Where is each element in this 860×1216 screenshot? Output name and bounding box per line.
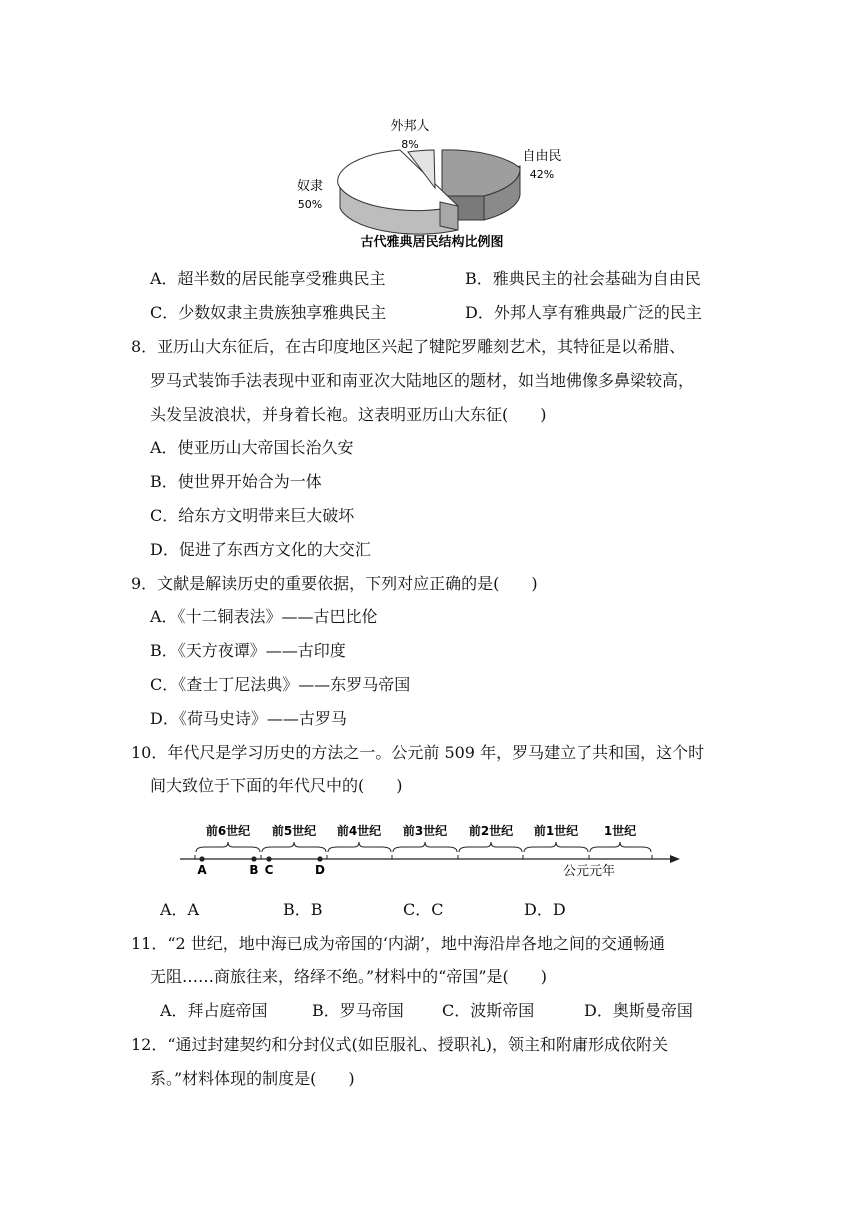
q12-stem-line-2: 系。”材料体现的制度是( ) — [150, 1069, 355, 1088]
q11-option-a: A．拜占庭帝国 — [160, 1001, 268, 1020]
q11-stem-line-1: 11．“2 世纪，地中海已成为帝国的‘内湖’，地中海沿岸各地之间的交通畅通 — [131, 934, 665, 953]
timeline-century-1: 前6世纪 — [205, 824, 251, 838]
timeline-century-4: 前3世纪 — [402, 824, 448, 838]
pie-pct-free-citizens: 42% — [529, 168, 555, 181]
timeline-point-c — [266, 856, 271, 861]
timeline-point-b — [251, 856, 256, 861]
q11-option-b: B．罗马帝国 — [312, 1001, 404, 1020]
timeline-point-a — [199, 856, 204, 861]
q8-option-c: C．给东方文明带来巨大破坏 — [150, 506, 355, 525]
q10-stem-line-1: 10．年代尺是学习历史的方法之一。公元前 509 年，罗马建立了共和国，这个时 — [131, 743, 705, 762]
pie-pct-foreigners: 8% — [401, 138, 419, 151]
q8-stem-line-1: 8．亚历山大东征后，在古印度地区兴起了犍陀罗雕刻艺术，其特征是以希腊、 — [131, 337, 686, 356]
timeline-era-label: 公元元年 — [562, 864, 616, 879]
timeline-point-d — [317, 856, 322, 861]
q8-option-a: A．使亚历山大帝国长治久安 — [150, 438, 354, 457]
timeline-arrow-icon — [670, 855, 680, 863]
timeline-label-d: D — [315, 863, 325, 877]
timeline-diagram — [175, 818, 685, 880]
q9-option-c: C．《查士丁尼法典》——东罗马帝国 — [150, 675, 411, 694]
q8-stem-line-3: 头发呈波浪状，并身着长袍。这表明亚历山大东征( ) — [150, 405, 547, 424]
pie-label-foreigners: 外邦人 — [390, 119, 430, 134]
pie-pct-slaves: 50% — [297, 198, 323, 211]
q10-option-b: B．B — [283, 900, 323, 919]
pie-chart — [280, 108, 580, 256]
q10-option-a: A．A — [160, 900, 200, 919]
timeline-century-2: 前5世纪 — [271, 824, 317, 838]
q8-stem-line-2: 罗马式装饰手法表现中亚和南亚次大陆地区的题材，如当地佛像多鼻梁较高， — [150, 371, 695, 390]
pie-title: 古代雅典居民结构比例图 — [360, 235, 504, 250]
q11-option-d: D．奥斯曼帝国 — [584, 1001, 693, 1020]
q7-option-a: A．超半数的居民能享受雅典民主 — [150, 269, 386, 288]
pie-label-free-citizens: 自由民 — [522, 149, 562, 164]
q10-option-d: D．D — [524, 900, 566, 919]
timeline-label-a: A — [197, 863, 207, 877]
q9-option-a: A．《十二铜表法》——古巴比伦 — [150, 607, 378, 626]
q7-option-d: D．外邦人享有雅典最广泛的民主 — [465, 303, 702, 322]
q8-option-d: D．促进了东西方文化的大交汇 — [150, 540, 371, 559]
q11-stem-line-2: 无阻……商旅往来，络绎不绝。”材料中的“帝国”是( ) — [150, 967, 548, 986]
timeline-century-5: 前2世纪 — [468, 824, 514, 838]
timeline-label-b: B — [249, 863, 259, 877]
pie-label-slaves: 奴隶 — [296, 179, 324, 194]
q9-stem: 9．文献是解读历史的重要依据，下列对应正确的是( ) — [131, 574, 538, 593]
q11-option-c: C．波斯帝国 — [442, 1001, 535, 1020]
q9-option-d: D．《荷马史诗》——古罗马 — [150, 709, 347, 728]
timeline-century-7: 1世纪 — [603, 824, 637, 838]
q9-option-b: B．《天方夜谭》——古印度 — [150, 641, 346, 660]
q10-stem-line-2: 间大致位于下面的年代尺中的( ) — [150, 776, 403, 795]
q8-option-b: B．使世界开始合为一体 — [150, 472, 322, 491]
q10-option-c: C．C — [403, 900, 444, 919]
timeline-century-6: 前1世纪 — [533, 824, 579, 838]
timeline-label-c: C — [264, 863, 274, 877]
q12-stem-line-1: 12．“通过封建契约和分封仪式(如臣服礼、授职礼)，领主和附庸形成依附关 — [131, 1035, 669, 1054]
timeline-century-3: 前4世纪 — [336, 824, 382, 838]
q7-option-b: B．雅典民主的社会基础为自由民 — [465, 269, 701, 288]
q7-option-c: C．少数奴隶主贵族独享雅典民主 — [150, 303, 387, 322]
